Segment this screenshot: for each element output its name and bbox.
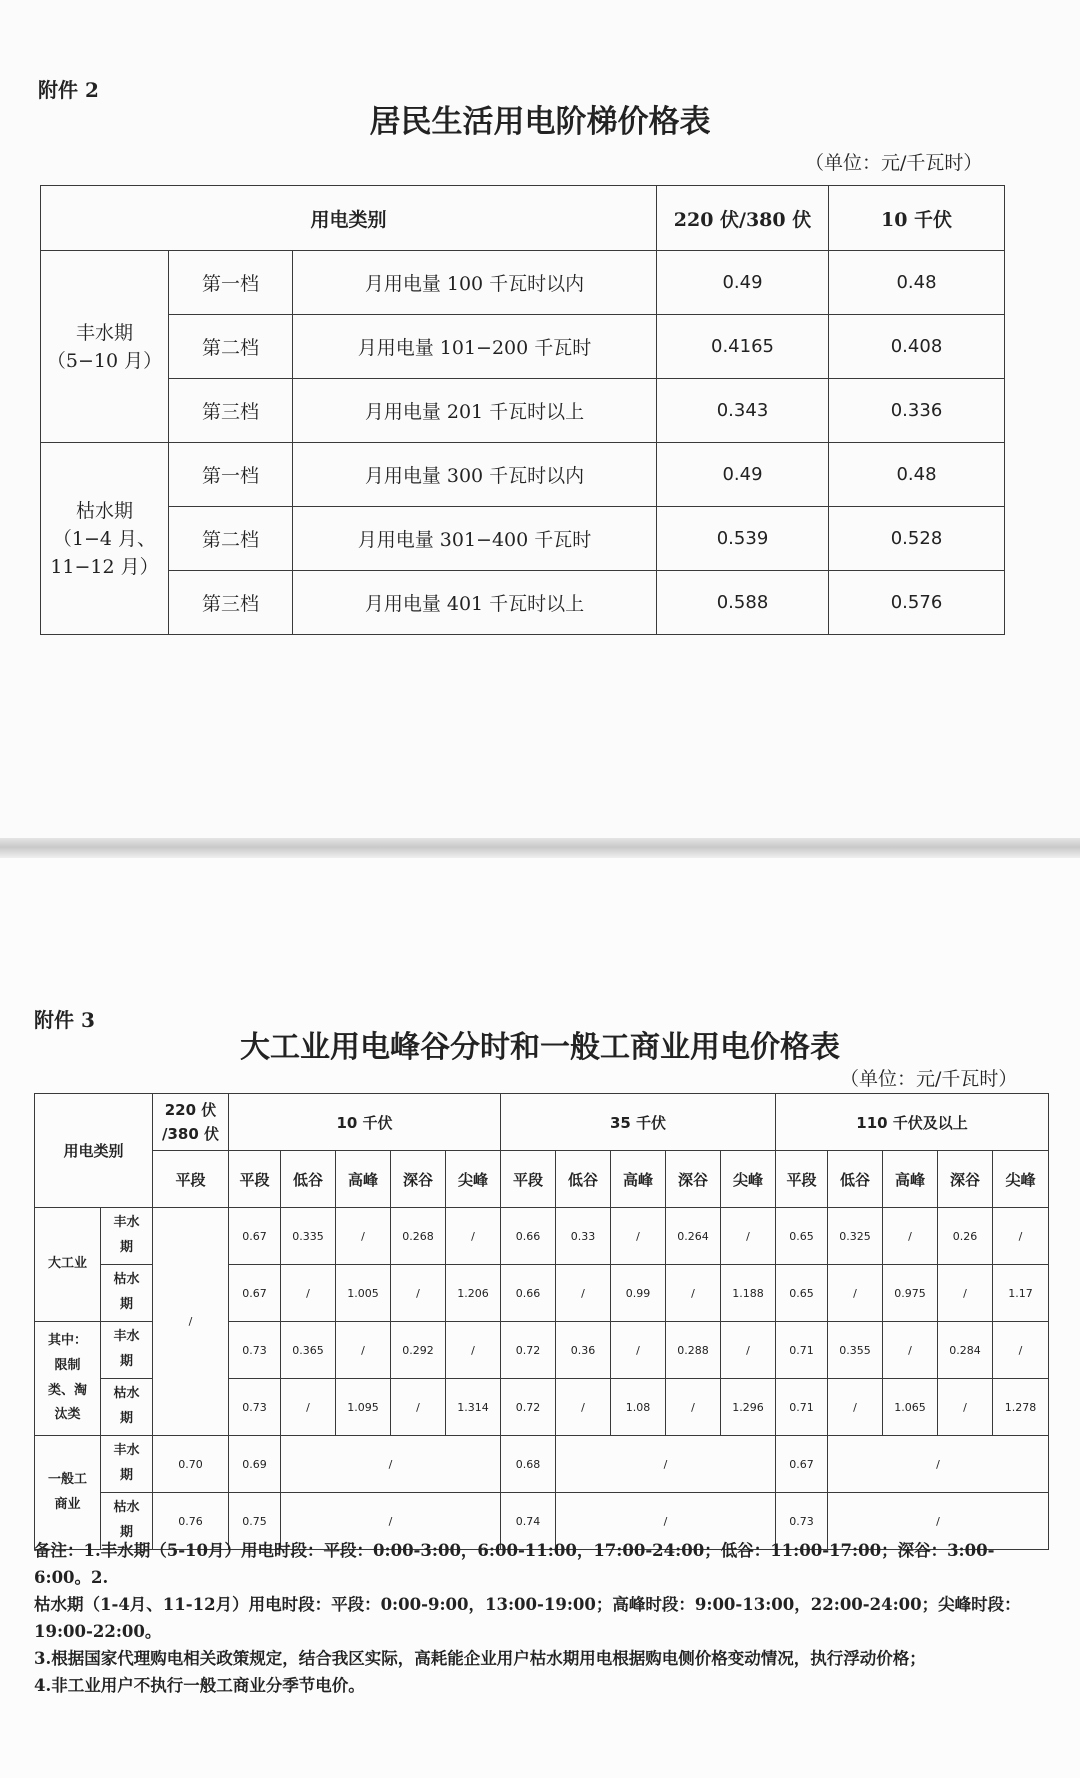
price-v10-2: 1.005 [336,1265,391,1322]
price-v10-4: / [446,1322,501,1379]
price-v35-1: 0.33 [556,1208,611,1265]
price-v35-2: 1.08 [611,1379,666,1436]
price-v10-0: 0.73 [229,1379,281,1436]
price-v35-other: / [556,1493,776,1550]
price-v110-2: 1.065 [883,1379,938,1436]
season-cell: 枯水 期 [101,1379,153,1436]
price-v35-3: 0.264 [666,1208,721,1265]
subheader-flat: 平段 [776,1151,828,1208]
price-v110-flat: 0.73 [776,1493,828,1550]
price-v10-1: / [281,1379,336,1436]
header-110kv: 110 千伏及以上 [776,1094,1049,1151]
price-v110-4: 1.278 [993,1379,1049,1436]
industrial-commercial-price-table [34,1093,1049,1550]
price-v35-1: / [556,1379,611,1436]
price-v110-0: 0.71 [776,1379,828,1436]
page-divider [0,838,1080,858]
price-v10-other: / [281,1436,501,1493]
table-row [41,571,1005,635]
tier-cell: 第三档 [169,379,293,443]
table-row [41,443,1005,507]
table-subheader-row [35,1151,1049,1208]
season-cell: 丰水 期 [101,1436,153,1493]
price-220v-flat: / [153,1208,229,1436]
price-10kv: 0.576 [829,571,1005,635]
subheader-flat: 平段 [501,1151,556,1208]
subheader-peak: 高峰 [611,1151,666,1208]
price-v110-2: 0.975 [883,1265,938,1322]
price-v35-flat: 0.74 [501,1493,556,1550]
price-v110-4: 1.17 [993,1265,1049,1322]
table-row [35,1208,1049,1265]
price-220v: 0.343 [657,379,829,443]
note-line: 4.非工业用户不执行一般工商业分季节电价。 [34,1676,365,1695]
price-v10-1: 0.335 [281,1208,336,1265]
annex2-title: 居民生活用电阶梯价格表 [369,104,711,140]
season-cell: 枯水 期 [101,1493,153,1550]
price-v10-2: / [336,1208,391,1265]
notes-block [34,1537,1048,1699]
price-v35-1: / [556,1265,611,1322]
tier-cell: 第二档 [169,315,293,379]
price-v10-3: 0.268 [391,1208,446,1265]
subheader-sharp-peak: 尖峰 [721,1151,776,1208]
price-v35-0: 0.72 [501,1379,556,1436]
price-v110-1: / [828,1265,883,1322]
price-220v: 0.4165 [657,315,829,379]
price-v10-1: / [281,1265,336,1322]
price-v10-4: 1.314 [446,1379,501,1436]
subheader-deep-valley: 深谷 [391,1151,446,1208]
category-name-cell: 一般工 商业 [35,1436,101,1550]
subheader-valley: 低谷 [281,1151,336,1208]
price-v10-flat: 0.75 [229,1493,281,1550]
price-v10-0: 0.67 [229,1208,281,1265]
annex3-label: 附件 3 [34,1008,95,1032]
price-v10-other: / [281,1493,501,1550]
price-v110-0: 0.65 [776,1208,828,1265]
season-cell: 枯水 期 [101,1265,153,1322]
price-v35-flat: 0.68 [501,1436,556,1493]
price-220v: 0.588 [657,571,829,635]
price-v35-4: 1.296 [721,1379,776,1436]
season-months-cont: 11−12 月） [50,555,159,578]
price-v10-3: / [391,1265,446,1322]
subheader-sharp-peak: 尖峰 [993,1151,1049,1208]
price-v110-3: / [938,1265,993,1322]
price-v10-0: 0.73 [229,1322,281,1379]
price-v110-3: / [938,1379,993,1436]
price-v110-other: / [828,1436,1049,1493]
table-header-row [35,1094,1049,1151]
header-35kv: 35 千伏 [501,1094,776,1151]
price-v110-other: / [828,1493,1049,1550]
tier-cell: 第一档 [169,443,293,507]
price-v35-0: 0.66 [501,1265,556,1322]
annex3-title: 大工业用电峰谷分时和一般工商业用电价格表 [240,1030,840,1065]
range-cell: 月用电量 101−200 千瓦时 [293,315,657,379]
season-cell-wet [41,251,169,443]
header-10kv: 10 千伏 [829,186,1005,251]
subheader-sharp-peak: 尖峰 [446,1151,501,1208]
subheader-peak: 高峰 [336,1151,391,1208]
price-v10-0: 0.67 [229,1265,281,1322]
price-v10-3: / [391,1379,446,1436]
price-v35-4: / [721,1322,776,1379]
header-220v-line2: /380 伏 [162,1125,220,1143]
note-line: 备注：1.丰水期（5-10月）用电时段：平段：0:00-3:00，6:00-11:00，17:00-24:00；低谷：11:00-17:00；深谷：3:00-6:00。2. [34,1541,995,1587]
price-v35-2: / [611,1208,666,1265]
annex2-sheet [0,0,1080,838]
price-v35-3: / [666,1265,721,1322]
season-name: 丰水期 [75,321,133,344]
table-row [41,251,1005,315]
subheader-flat: 平段 [229,1151,281,1208]
range-cell: 月用电量 300 千瓦时以内 [293,443,657,507]
header-220v-line1: 220 伏 [164,1101,217,1119]
header-220v: 220 伏/380 伏 [657,186,829,251]
price-220v-flat: 0.76 [153,1493,229,1550]
price-v110-1: / [828,1379,883,1436]
price-v10-3: 0.292 [391,1322,446,1379]
range-cell: 月用电量 100 千瓦时以内 [293,251,657,315]
price-v110-2: / [883,1322,938,1379]
price-v110-3: 0.284 [938,1322,993,1379]
range-cell: 月用电量 401 千瓦时以上 [293,571,657,635]
price-220v: 0.49 [657,251,829,315]
price-v10-4: / [446,1208,501,1265]
category-name-cell: 大工业 [35,1208,101,1322]
price-v35-4: / [721,1208,776,1265]
price-v10-2: 1.095 [336,1379,391,1436]
price-10kv: 0.408 [829,315,1005,379]
tier-cell: 第二档 [169,507,293,571]
annex3-unit: （单位：元/千瓦时） [840,1068,1018,1090]
price-v35-0: 0.66 [501,1208,556,1265]
tier-cell: 第三档 [169,571,293,635]
subheader-deep-valley: 深谷 [666,1151,721,1208]
price-v35-3: 0.288 [666,1322,721,1379]
season-cell: 丰水 期 [101,1322,153,1379]
tier-cell: 第一档 [169,251,293,315]
price-v110-1: 0.325 [828,1208,883,1265]
residential-tiered-price-table [40,185,1005,635]
price-10kv: 0.48 [829,443,1005,507]
header-category: 用电类别 [41,186,657,251]
season-name: 枯水期 [75,499,133,522]
header-category: 用电类别 [35,1094,153,1208]
table-header-row [41,186,1005,251]
price-v110-4: / [993,1208,1049,1265]
price-220v-flat: 0.70 [153,1436,229,1493]
price-v110-1: 0.355 [828,1322,883,1379]
header-10kv: 10 千伏 [229,1094,501,1151]
price-10kv: 0.48 [829,251,1005,315]
category-name-cell: 其中： 限制 类、淘 汰类 [35,1322,101,1436]
price-220v: 0.539 [657,507,829,571]
price-v110-flat: 0.67 [776,1436,828,1493]
price-10kv: 0.528 [829,507,1005,571]
range-cell: 月用电量 301−400 千瓦时 [293,507,657,571]
price-220v: 0.49 [657,443,829,507]
price-v110-2: / [883,1208,938,1265]
price-v10-4: 1.206 [446,1265,501,1322]
subheader-220v-flat: 平段 [153,1151,229,1208]
price-v10-flat: 0.69 [229,1436,281,1493]
table-row [41,507,1005,571]
price-v35-2: 0.99 [611,1265,666,1322]
industrial-table-body [35,1208,1049,1550]
price-v10-2: / [336,1322,391,1379]
range-cell: 月用电量 201 千瓦时以上 [293,379,657,443]
price-v35-4: 1.188 [721,1265,776,1322]
season-months: （1−4 月、 [52,527,157,550]
subheader-deep-valley: 深谷 [938,1151,993,1208]
price-v110-4: / [993,1322,1049,1379]
annex2-label: 附件 2 [38,78,99,102]
price-v110-0: 0.65 [776,1265,828,1322]
note-line: 3.根据国家代理购电相关政策规定，结合我区实际，高耗能企业用户枯水期用电根据购电侧价格变动情况，执行浮动价格； [34,1649,926,1668]
subheader-peak: 高峰 [883,1151,938,1208]
price-v35-2: / [611,1322,666,1379]
season-cell: 丰水 期 [101,1208,153,1265]
table-row [41,379,1005,443]
note-line: 枯水期（1-4月、11-12月）用电时段：平段：0:00-9:00，13:00-19:00；高峰时段：9:00-13:00，22:00-24:00；尖峰时段：19:00-22:00。 [34,1595,1021,1641]
price-v110-3: 0.26 [938,1208,993,1265]
table-row [41,315,1005,379]
price-v10-1: 0.365 [281,1322,336,1379]
price-v35-1: 0.36 [556,1322,611,1379]
subheader-valley: 低谷 [556,1151,611,1208]
annex2-unit: （单位：元/千瓦时） [805,152,983,174]
price-10kv: 0.336 [829,379,1005,443]
header-220v [153,1094,229,1151]
price-v35-other: / [556,1436,776,1493]
price-v110-0: 0.71 [776,1322,828,1379]
table-row [35,1436,1049,1493]
price-v35-0: 0.72 [501,1322,556,1379]
price-v35-3: / [666,1379,721,1436]
season-months: （5−10 月） [46,349,163,372]
season-cell-dry [41,443,169,635]
subheader-valley: 低谷 [828,1151,883,1208]
